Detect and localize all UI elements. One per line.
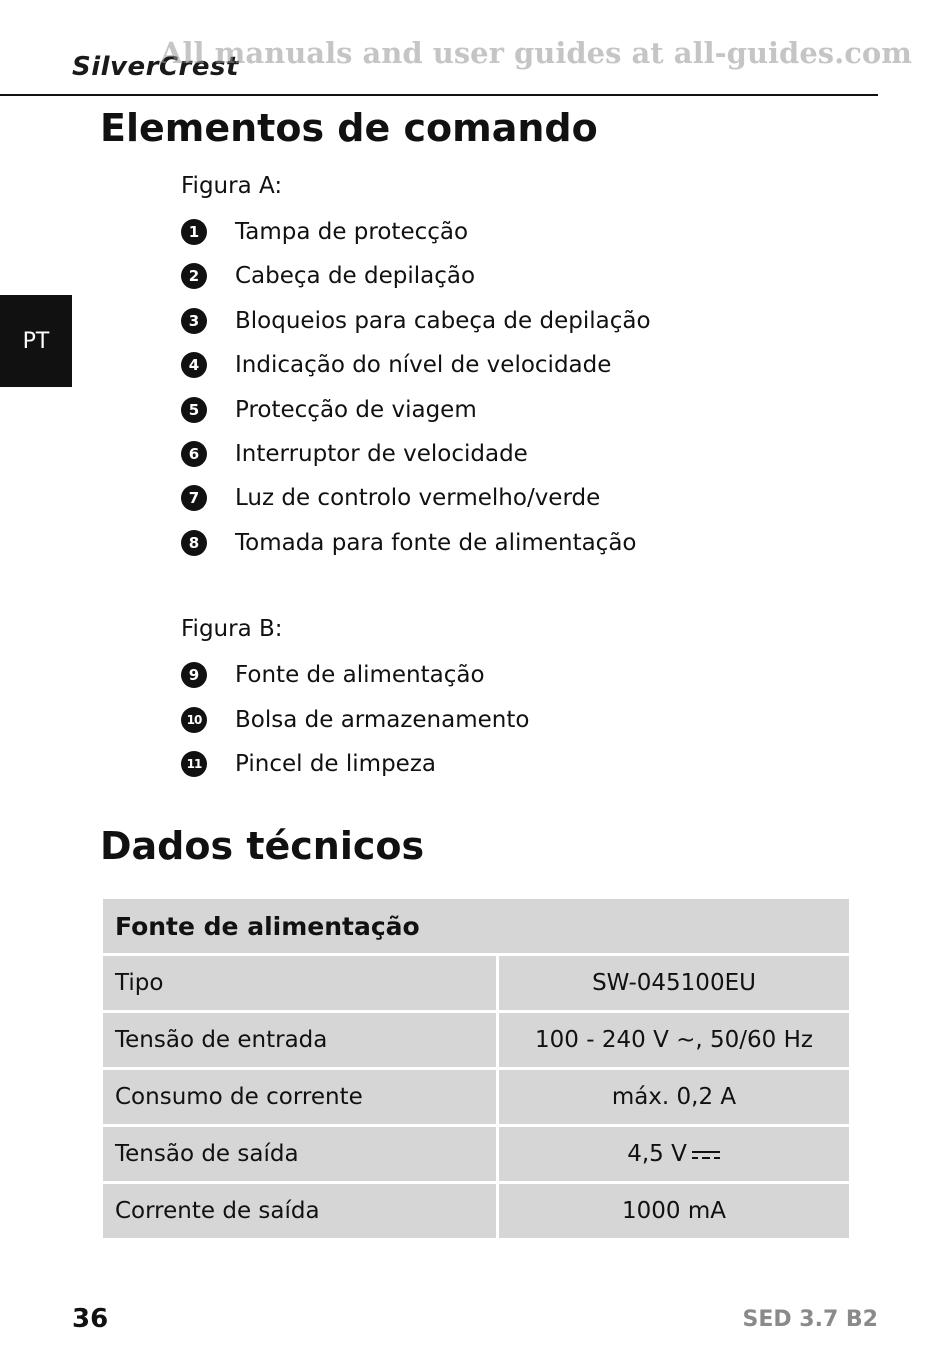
table-row — [102, 1183, 851, 1240]
spec-value: 100 - 240 V ~, 50/60 Hz — [498, 1012, 851, 1069]
list-item — [181, 395, 477, 425]
watermark: All manuals and user guides at all-guides.com — [160, 36, 912, 70]
spec-value: 1000 mA — [498, 1183, 851, 1240]
item-number-badge: 8 — [181, 530, 207, 556]
spec-label: Tipo — [102, 955, 498, 1012]
figure-a-label: Figura A: — [181, 173, 283, 199]
brand-logo: SilverCrest — [72, 52, 239, 82]
item-number-badge: 7 — [181, 485, 207, 511]
dc-symbol-icon — [691, 1148, 721, 1162]
section-title-specs: Dados técnicos — [100, 824, 425, 868]
item-label: Protecção de viagem — [235, 397, 477, 423]
language-tab-label: PT — [22, 328, 50, 354]
spec-value: 4,5 V — [627, 1141, 687, 1167]
list-item — [181, 217, 468, 247]
language-tab — [0, 295, 72, 387]
item-number-badge: 10 — [181, 707, 207, 733]
item-label: Cabeça de depilação — [235, 263, 476, 289]
item-number-badge: 6 — [181, 441, 207, 467]
spec-label: Tensão de saída — [102, 1126, 498, 1183]
list-item — [181, 749, 436, 779]
item-number-badge: 1 — [181, 219, 207, 245]
list-item — [181, 705, 529, 735]
list-item — [181, 483, 600, 513]
item-label: Tomada para fonte de alimentação — [235, 530, 637, 556]
item-label: Fonte de alimentação — [235, 662, 485, 688]
table-header-row — [102, 898, 851, 955]
item-number-badge: 3 — [181, 308, 207, 334]
list-item — [181, 261, 475, 291]
table-row — [102, 1069, 851, 1126]
item-number-badge: 11 — [181, 751, 207, 777]
item-number-badge: 4 — [181, 352, 207, 378]
list-item — [181, 660, 485, 690]
table-header: Fonte de alimentação — [102, 898, 851, 955]
table-row — [102, 1126, 851, 1183]
item-label: Luz de controlo vermelho/verde — [235, 485, 601, 511]
item-label: Pincel de limpeza — [235, 751, 436, 777]
spec-label: Corrente de saída — [102, 1183, 498, 1240]
page-number: 36 — [72, 1304, 109, 1334]
header-rule — [0, 94, 878, 96]
item-label: Bloqueios para cabeça de depilação — [235, 308, 651, 334]
list-item — [181, 350, 611, 380]
section-title-controls: Elementos de comando — [100, 106, 598, 150]
item-number-badge: 2 — [181, 263, 207, 289]
item-label: Interruptor de velocidade — [235, 441, 528, 467]
list-item — [181, 306, 651, 336]
spec-label: Tensão de entrada — [102, 1012, 498, 1069]
figure-b-label: Figura B: — [181, 616, 283, 642]
spec-label: Consumo de corrente — [102, 1069, 498, 1126]
item-label: Tampa de protecção — [235, 219, 469, 245]
spec-value: SW-045100EU — [498, 955, 851, 1012]
list-item — [181, 439, 528, 469]
list-item — [181, 528, 637, 558]
item-number-badge: 5 — [181, 397, 207, 423]
item-label: Bolsa de armazenamento — [235, 707, 530, 733]
item-number-badge: 9 — [181, 662, 207, 688]
spec-value-cell — [498, 1126, 851, 1183]
table-row — [102, 1012, 851, 1069]
table-row — [102, 955, 851, 1012]
model-name: SED 3.7 B2 — [742, 1307, 878, 1332]
item-label: Indicação do nível de velocidade — [235, 352, 612, 378]
specs-table — [100, 896, 852, 1241]
spec-value: máx. 0,2 A — [498, 1069, 851, 1126]
